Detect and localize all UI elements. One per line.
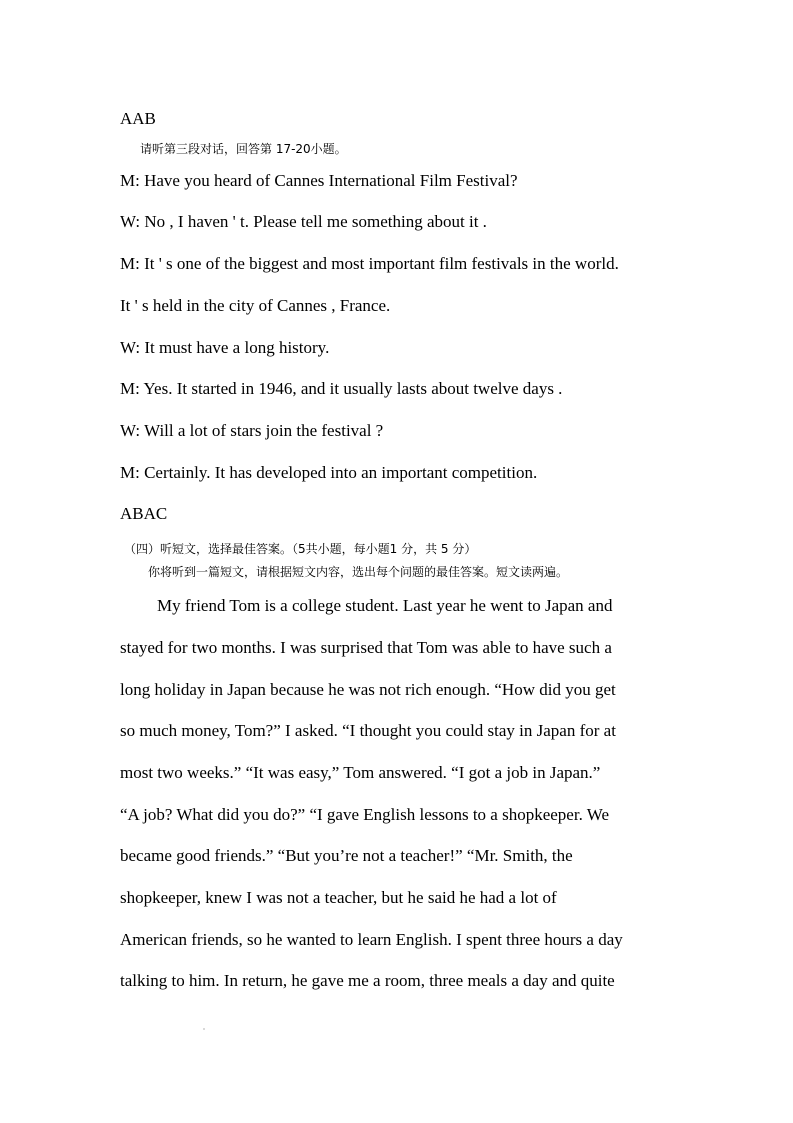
dialogue-line: M: Have you heard of Cannes International Film Festival?: [120, 171, 518, 190]
dialogue-line: M: Yes. It started in 1946, and it usually lasts about twelve days .: [120, 379, 563, 398]
passage-line: American friends, so he wanted to learn English. I spent three hours a day: [120, 930, 623, 949]
dialogue-line: It ' s held in the city of Cannes , France.: [120, 296, 391, 315]
passage-line: stayed for two months. I was surprised that Tom was able to have such a: [120, 638, 612, 657]
dialogue-line: W: It must have a long history.: [120, 338, 330, 357]
passage-line: so much money, Tom?” I asked. “I thought you could stay in Japan for at: [120, 721, 616, 740]
answer-line-aab: AAB: [120, 109, 156, 128]
dialogue-line: M: It ' s one of the biggest and most important film festivals in the world.: [120, 254, 619, 273]
passage-line: shopkeeper, knew I was not a teacher, but he said he had a lot of: [120, 888, 557, 907]
passage-line: My friend Tom is a college student. Last year he went to Japan and: [157, 596, 613, 615]
section4-instruction: 你将听到一篇短文，请根据短文内容，选出每个问题的最佳答案。短文读两遍。: [148, 565, 569, 579]
dialogue-line: M: Certainly. It has developed into an important competition.: [120, 463, 538, 482]
section3-instruction: 请听第三段对话，回答第 17-20小题。: [140, 142, 347, 156]
passage-line: became good friends.” “But you’re not a teacher!” “Mr. Smith, the: [120, 846, 573, 865]
dialogue-line: W: No , I haven ' t. Please tell me something about it .: [120, 212, 487, 231]
scan-artifact-dot: [203, 1028, 205, 1030]
passage-line: “A job? What did you do?” “I gave English lessons to a shopkeeper. We: [120, 805, 609, 824]
passage-line: most two weeks.” “It was easy,” Tom answered. “I got a job in Japan.”: [120, 763, 601, 782]
section4-heading: （四）听短文，选择最佳答案。（5共小题，每小题1 分，共 5 分）: [124, 542, 477, 556]
passage-line: long holiday in Japan because he was not rich enough. “How did you get: [120, 680, 616, 699]
dialogue-line: W: Will a lot of stars join the festival ?: [120, 421, 384, 440]
answer-line-abac: ABAC: [120, 504, 168, 523]
passage-line: talking to him. In return, he gave me a room, three meals a day and quite: [120, 971, 615, 990]
